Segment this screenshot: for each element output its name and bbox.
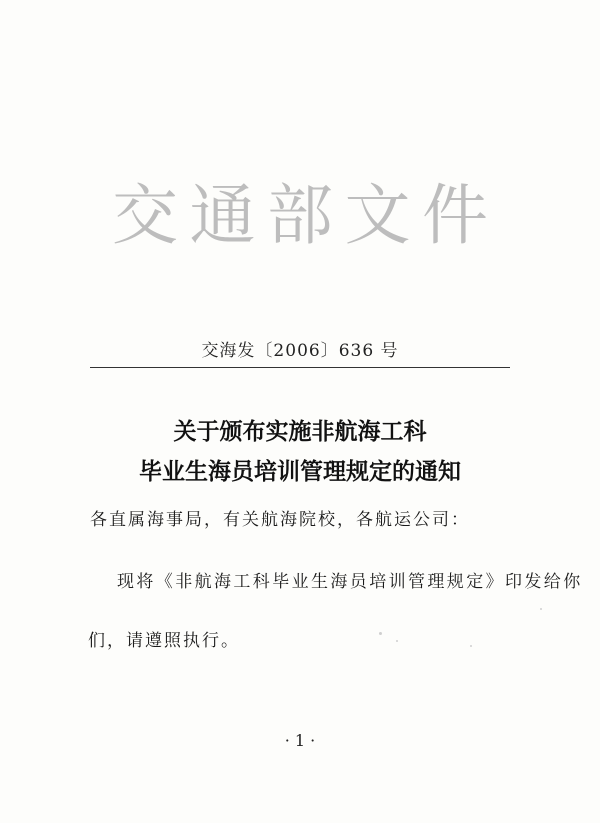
title-line: 关于颁布实施非航海工科 bbox=[173, 419, 427, 445]
header-char: 件 bbox=[422, 177, 488, 254]
document-title bbox=[0, 412, 600, 492]
scan-speck bbox=[470, 645, 472, 647]
header-divider bbox=[90, 367, 510, 368]
header-char: 文 bbox=[344, 177, 411, 254]
header-char: 交 bbox=[112, 177, 178, 254]
recipients-line: 各直属海事局，有关航海院校，各航运公司： bbox=[90, 510, 470, 530]
header-char: 部 bbox=[267, 177, 333, 254]
title-line: 毕业生海员培训管理规定的通知 bbox=[139, 459, 461, 485]
scan-speck bbox=[379, 632, 382, 635]
scan-speck bbox=[540, 608, 542, 610]
body-text-line: 们，请遵照执行。 bbox=[88, 631, 240, 651]
page-number: · 1 · bbox=[284, 731, 316, 750]
document-number: 交海发〔2006〕636 号 bbox=[201, 341, 399, 361]
body-text-line: 现将《非航海工科毕业生海员培训管理规定》印发给你 bbox=[117, 572, 583, 592]
header-char: 通 bbox=[189, 177, 256, 254]
scan-speck bbox=[396, 640, 398, 642]
document-header bbox=[110, 176, 490, 256]
